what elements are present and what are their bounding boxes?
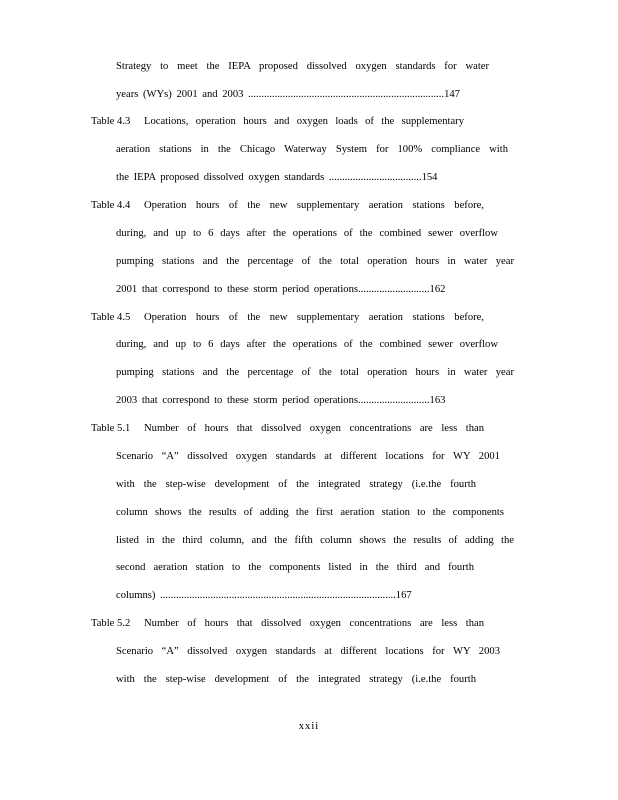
toc-label: Table 4.3 — [91, 116, 131, 127]
toc-line: pumping stations and the percentage of the total operation hours in water year — [116, 256, 514, 267]
toc-line: during, and up to 6 days after the operations of the combined sewer overflow — [116, 339, 498, 350]
toc-line: with the step-wise development of the integrated strategy (i.e.the fourth — [116, 479, 476, 490]
toc-line: Scenario “A” dissolved oxygen standards at different locations for WY 2003 — [116, 646, 500, 657]
toc-label: Table 5.2 — [91, 618, 131, 629]
toc-line: 2001 that correspond to these storm period operations...........................162 — [116, 284, 446, 295]
toc-line: pumping stations and the percentage of the total operation hours in water year — [116, 367, 514, 378]
toc-label: Table 4.4 — [91, 200, 131, 211]
toc-line: Operation hours of the new supplementary aeration stations before, — [144, 312, 484, 323]
toc-line: Locations, operation hours and oxygen loads of the supplementary — [144, 116, 464, 127]
toc-line: aeration stations in the Chicago Waterway System for 100% compliance with — [116, 144, 508, 155]
toc-line: Number of hours that dissolved oxygen concentrations are less than — [144, 423, 484, 434]
toc-line: listed in the third column, and the fifth column shows the results of adding the — [116, 535, 514, 546]
toc-line: column shows the results of adding the first aeration station to the components — [116, 507, 504, 518]
toc-line: with the step-wise development of the integrated strategy (i.e.the fourth — [116, 674, 476, 685]
toc-line: 2003 that correspond to these storm period operations...........................163 — [116, 395, 446, 406]
toc-line: the IEPA proposed dissolved oxygen standards ...................................154 — [116, 172, 438, 183]
toc-line: Operation hours of the new supplementary aeration stations before, — [144, 200, 484, 211]
toc-line: second aeration station to the components listed in the third and fourth — [116, 562, 474, 573]
toc-label: Table 4.5 — [91, 312, 131, 323]
toc-line: Number of hours that dissolved oxygen concentrations are less than — [144, 618, 484, 629]
toc-line: during, and up to 6 days after the operations of the combined sewer overflow — [116, 228, 498, 239]
toc-line: Scenario “A” dissolved oxygen standards at different locations for WY 2001 — [116, 451, 500, 462]
toc-line: columns) .........................................................................................167 — [116, 590, 412, 601]
page-number: xxii — [298, 721, 320, 732]
toc-line: Strategy to meet the IEPA proposed dissolved oxygen standards for water — [116, 61, 489, 72]
toc-line: years (WYs) 2001 and 2003 ..........................................................................147 — [116, 89, 460, 100]
toc-label: Table 5.1 — [91, 423, 131, 434]
